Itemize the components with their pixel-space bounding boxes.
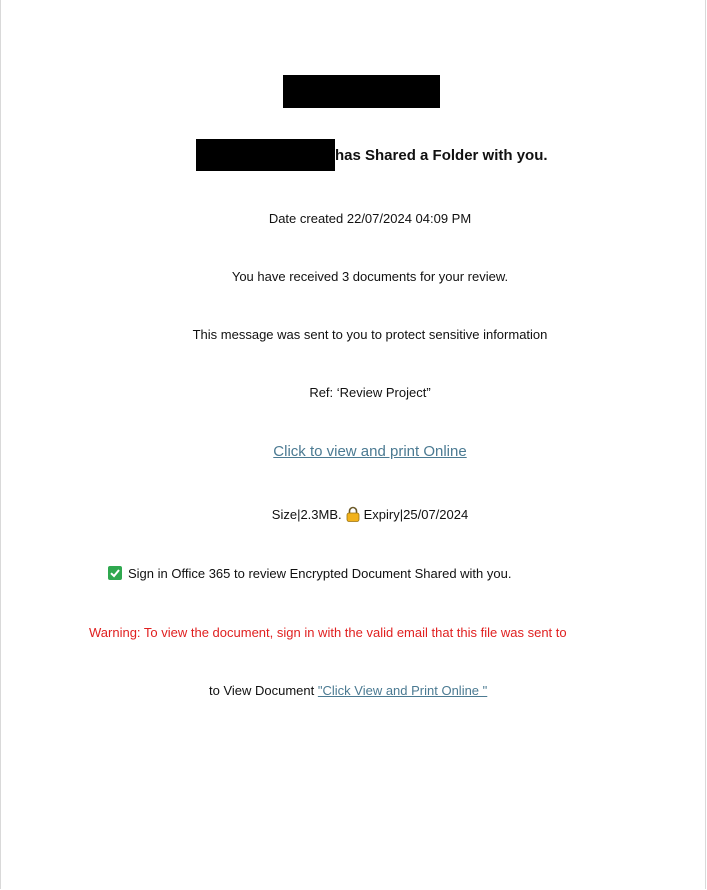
footer-prefix: to View Document — [209, 683, 318, 698]
protect-message — [0, 327, 707, 343]
check-box-icon — [108, 566, 122, 580]
warning-text: Warning: To view the document, sign in with the valid email that this file was sent to — [89, 625, 567, 640]
click-view-print-online-link[interactable]: "Click View and Print Online " — [317, 683, 488, 698]
redacted-logo — [283, 75, 440, 108]
view-print-online-link[interactable]: Click to view and print Online — [273, 443, 467, 460]
warning-message — [89, 625, 567, 641]
protect-text: This message was sent to you to protect sensitive information — [192, 327, 548, 342]
reference — [0, 385, 707, 401]
file-info — [0, 506, 707, 523]
signin-text: Sign in Office 365 to review Encrypted Document Shared with you. — [128, 566, 512, 581]
date-created — [0, 211, 707, 227]
reference-text: Ref: ‘Review Project” — [309, 385, 431, 400]
file-size: Size|2.3MB. — [271, 507, 342, 522]
lock-icon — [346, 506, 360, 522]
shared-folder-text: has Shared a Folder with you. — [335, 147, 548, 164]
signin-row — [108, 566, 511, 582]
received-documents — [0, 269, 707, 285]
file-expiry: Expiry|25/07/2024 — [363, 507, 469, 522]
redacted-sender-name — [196, 139, 335, 171]
received-text: You have received 3 documents for your review. — [231, 269, 509, 284]
date-created-text: Date created 22/07/2024 04:09 PM — [268, 211, 472, 226]
footer-row — [209, 683, 487, 699]
main-link-row — [0, 444, 707, 460]
shared-folder-heading — [335, 147, 548, 165]
